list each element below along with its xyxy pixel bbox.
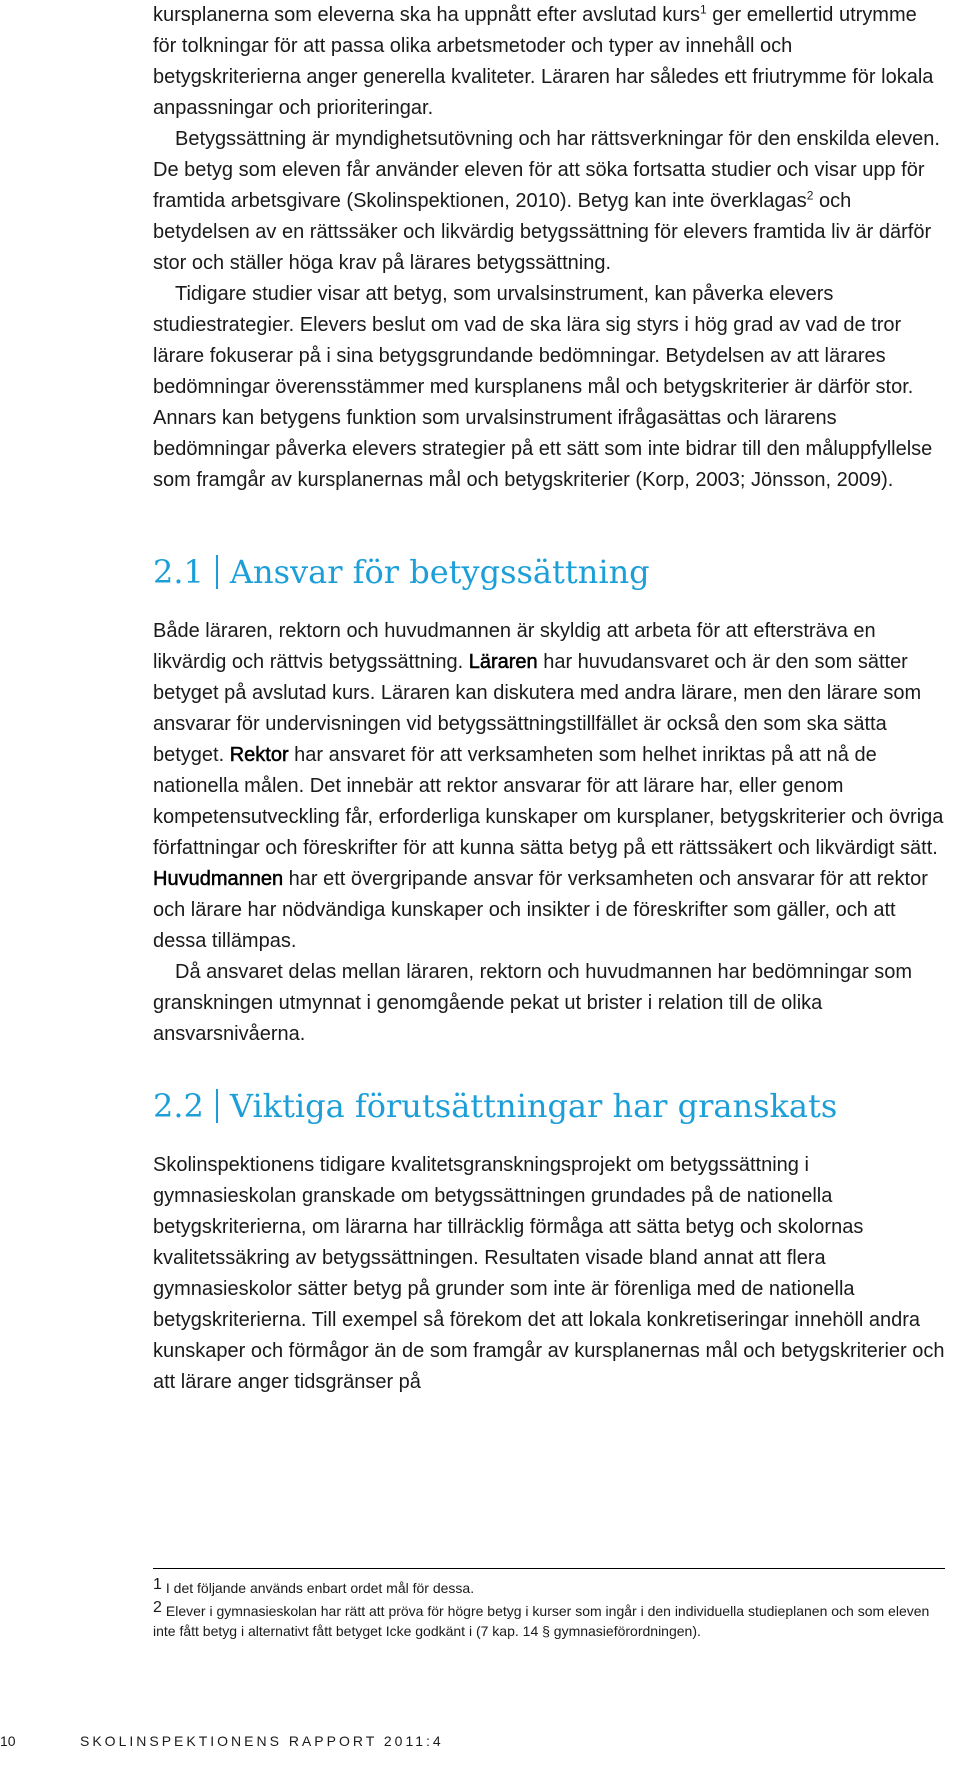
highlight-huvudmannen: Huvudmannen: [153, 868, 284, 890]
section-title: Ansvar för betygssättning: [229, 553, 650, 591]
page-number: 10: [0, 1733, 16, 1749]
footnotes: [153, 1575, 945, 1641]
section-2-text: [153, 1150, 945, 1398]
highlight-lararen: Läraren: [468, 651, 538, 673]
footnote-2: 2 Elever i gymnasieskolan har rätt att pröva för högre betyg i kurser som ingår i den individuella studieplanen och som eleven inte fått betyg i alternativt fått betyget Icke godkänt i (7 kap. 14 § gymnasieförordningen).: [153, 1599, 930, 1639]
intro-paragraph-1: kursplanerna som eleverna ska ha uppnått efter avslutad kurs$^1$ ger emellertid utrymme för tolkningar för att passa olika arbetsmetoder och typer av innehåll och betygskriterierna anger generella kvaliteter. Läraren har således ett friutrymme för lokala anpassningar och prioriteringar.: [153, 2, 934, 119]
publication-title: SKOLINSPEKTIONENS RAPPORT 2011:4: [80, 1733, 444, 1749]
section-1-text: [153, 616, 945, 1050]
section-number: 2.2: [153, 1087, 204, 1125]
section-heading-2-1: [153, 553, 945, 591]
footnote-ref-1[interactable]: 1: [699, 2, 707, 17]
section-heading-2-2: [153, 1087, 945, 1125]
footnote-divider: [153, 1568, 945, 1569]
intro-paragraph-3: Tidigare studier visar att betyg, som urvalsinstrument, kan påverka elevers studiestrategier. Elevers beslut om vad de ska lära sig styrs i hög grad av vad de tror lärare fokuserar på i sina betygsgrundande bedömningar. Betydelsen av att lärares bedömningar överensstämmer med kursplanens mål och betygskriterier är därför stor. Annars kan betygens funktion som urvalsinstrument ifrågasättas och lärarens bedömningar påverka elevers strategier på ett sätt som inte bidrar till den måluppfyllelse som framgår av kursplanernas mål och betygskriterier (Korp, 2003; Jönsson, 2009).: [153, 283, 933, 491]
intro-text: [153, 0, 945, 496]
section-title: Viktiga förutsättningar har granskats: [229, 1087, 838, 1125]
section-1-paragraph-1: Både läraren, rektorn och huvudmannen är skyldig att arbeta för att eftersträva en likvärdig och rättvis betygssättning. Läraren har huvudansvaret och är den som sätter betyget på avslutad kurs. Läraren kan diskutera med andra lärare, men den lärare som ansvarar för undervisningen vid betygssättningstillfället är också den som ska sätta betyget. Rektor har ansvaret för att verksamheten som helhet inriktas på att nå de nationella målen. Det innebär att rektor ansvarar för att lärare har, eller genom kompetensutveckling får, erforderliga kunskaper om kursplaner, betygskriterier och övriga författningar och föreskrifter för att kunna sätta betyg på ett rättssäkert och likvärdigt sätt. Huvudmannen har ett övergripande ansvar för verksamheten och ansvarar för att rektor och lärare har nödvändiga kunskaper och insikter i de föreskrifter som gäller, och att dessa tillämpas.: [153, 620, 944, 952]
section-number: 2.1: [153, 553, 204, 591]
section-1-paragraph-2: Då ansvaret delas mellan läraren, rektorn och huvudmannen har bedömningar som granskningen utmynnat i genomgående pekat ut brister i relation till de olika ansvarsnivåerna.: [153, 961, 913, 1045]
footnote-ref-2[interactable]: 2: [806, 188, 814, 203]
footnote-1: 1 I det följande används enbart ordet mål för dessa.: [153, 1576, 475, 1596]
section-2-paragraph-1: Skolinspektionens tidigare kvalitetsgranskningsprojekt om betygssättning i gymnasieskolan granskade om betygssättningen grundades på de nationella betygskriterierna, om lärarna har tillräcklig förmåga att sätta betyg och skolornas kvalitetssäkring av betygssättningen. Resultaten visade bland annat att flera gymnasieskolor sätter betyg på grunder som inte är förenliga med de nationella betygskriterierna. Till exempel så förekom det att lokala konkretiseringar innehöll andra kunskaper och förmågor än de som framgår av kursplanernas mål och betygskriterier och att lärare anger tidsgränser på: [153, 1154, 945, 1393]
heading-separator: [216, 1089, 218, 1123]
heading-separator: [216, 555, 218, 589]
highlight-rektor: Rektor: [229, 744, 289, 766]
intro-paragraph-2: Betygssättning är myndighetsutövning och har rättsverkningar för den enskilda eleven. De betyg som eleven får använder eleven för att söka fortsatta studier och visar upp för framtida arbetsgivare (Skolinspektionen, 2010). Betyg kan inte överklagas$^2$ och betydelsen av en rättssäker och likvärdig betygssättning för elevers framtida liv är därför stor och ställer höga krav på lärares betygssättning.: [153, 128, 940, 274]
